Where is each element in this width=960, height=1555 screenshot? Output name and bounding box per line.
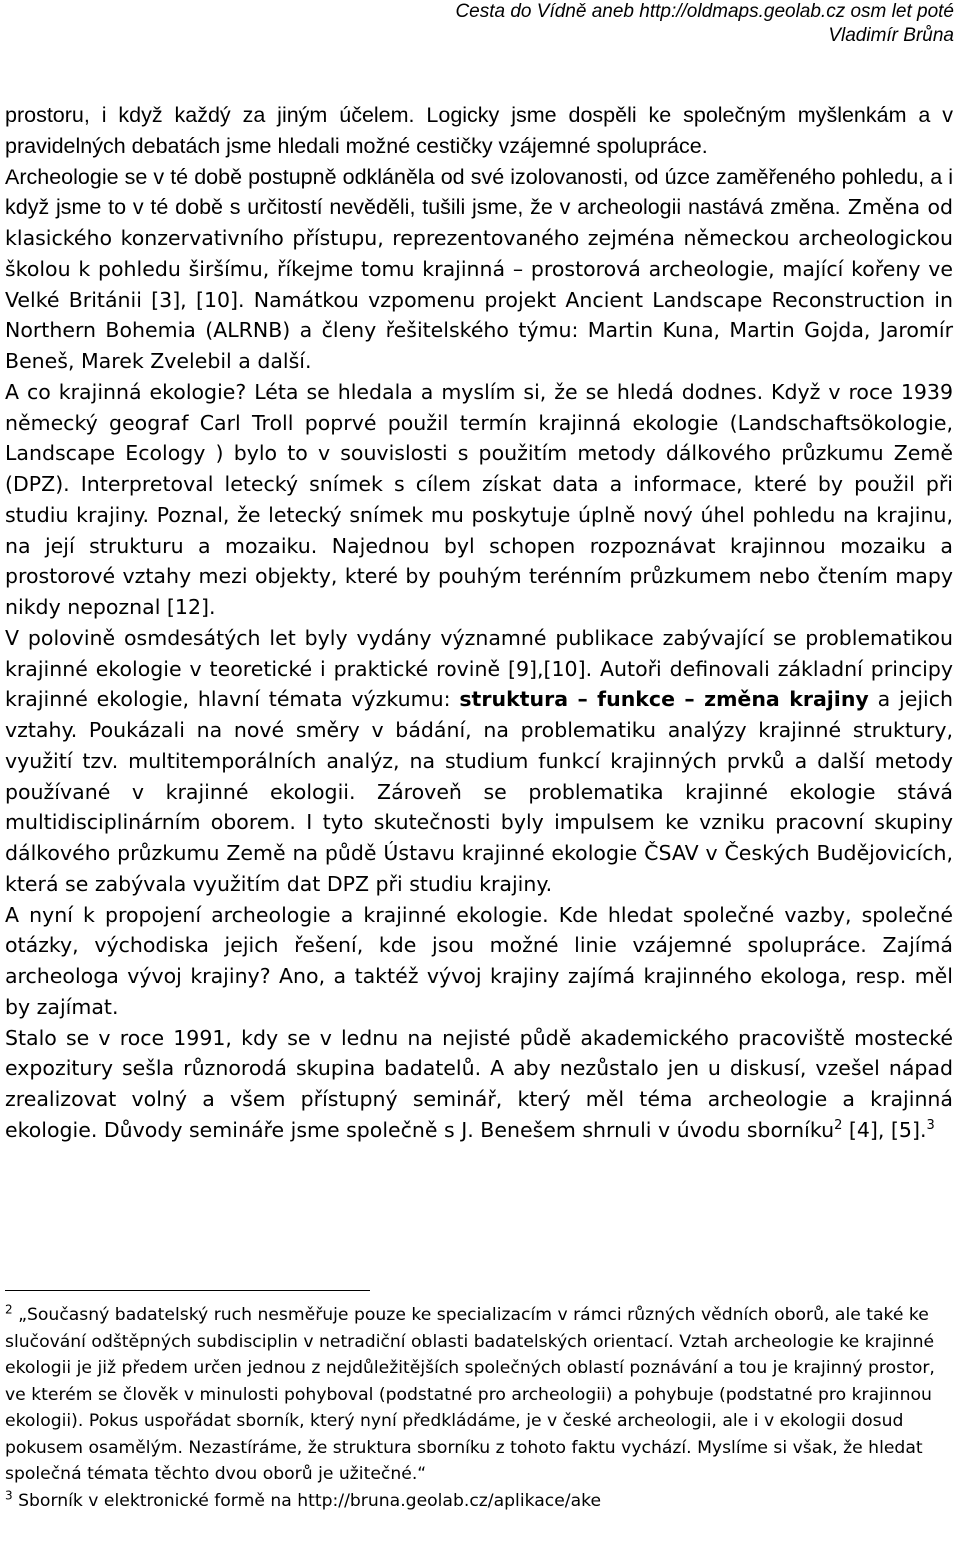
- footnote-2: $^2$ „Současný badatelský ruch nesměřuje pouze ke specializacím v rámci různých vědních oborů, ale také ke slučování odštěpných subdisciplin v netradiční oblasti badatelských orientací. Vztah archeologie ke krajinné ekologii je již předem určen jednou z nejdůležitějších společných oblastí poznávání a tou je krajinný prostor, ve kterém se člověk v minulosti pohyboval (podstatné pro archeologii) a pohybuje (podstatné pro krajinnou ekologii). Pokus uspořádat sborník, který nyní předkládáme, je v české archeologii, ale i v ekologii dosud pokusem osamělým. Nezastíráme, že struktura sborníku z tohoto faktu vychází. Myslíme si však, že hledat společná témata těchto dvou oborů je užitečné.“: [5, 1302, 935, 1484]
- footnotes: [5, 1302, 953, 1514]
- footnote-ref-3[interactable]: 3: [926, 1117, 935, 1133]
- paragraph-5: A nyní k propojení archeologie a krajinné ekologie. Kde hledat společné vazby, společné otázky, východiska jejich řešení, kde jsou možné linie vzájemné spolupráce. Zajímá archeologa vývoj krajiny? Ano, a taktéž vývoj krajiny zajímá krajinného ekologa, resp. měl by zajímat.: [5, 902, 953, 1019]
- footnote-separator: [5, 1290, 370, 1291]
- footnote-ref-2[interactable]: 2: [834, 1117, 843, 1133]
- article-body: [5, 100, 953, 1146]
- paragraph-1: prostoru, i když každý za jiným účelem. Logicky jsme dospěli ke společným myšlenkám a v pravidelných debatách jsme hledali možné cestičky vzájemné spolupráce.: [5, 103, 953, 158]
- footnote-3-mark: 3: [5, 1487, 13, 1502]
- header-title: Cesta do Vídně aneb http://oldmaps.geolab.cz osm let poté: [455, 1, 954, 22]
- footnote-2-mark: 2: [5, 1302, 13, 1317]
- footnote-3-text: Sborník v elektronické formě na http://bruna.geolab.cz/aplikace/ake: [12, 1490, 602, 1511]
- header-author: Vladimír Brůna: [828, 25, 954, 46]
- paragraph-6: Stalo se v roce 1991, kdy se v lednu na nejisté půdě akademického pracoviště mostecké expozitury sešla různorodá skupina badatelů. A aby nezůstalo jen u diskusí, vzešel nápad zrealizovat volný a všem přístupný seminář, který měl téma archeologie a krajinná ekologie. Důvody semináře jsme společně s J. Benešem shrnuli v úvodu sborníku$^2$ [4], [5].$^3$: [5, 1025, 953, 1142]
- footnote-3: [5, 1488, 953, 1515]
- paragraph-3: A co krajinná ekologie? Léta se hledala a myslím si, že se hledá dodnes. Když v roce 1939 německý geograf Carl Troll poprvé použil termín krajinná ekologie (Landschaftsökologie, Landscape Ecology ) bylo to v souvislosti s použitím metody dálkového průzkumu Země (DPZ). Interpretoval letecký snímek s cílem získat data a informace, které by použil při studiu krajiny. Poznal, že letecký snímek mu poskytuje úplně nový úhel pohledu na krajinu, na její strukturu a mozaiku. Najednou byl schopen rozpoznávat krajinnou mozaiku a prostorové vztahy mezi objekty, které by pouhým terénním průzkumem nebo čtením mapy nikdy nepoznal [12].: [5, 379, 953, 619]
- page-header: [314, 0, 954, 48]
- bold-key-phrase: struktura – funkce – změna krajiny: [459, 687, 869, 712]
- paragraph-2: Archeologie se v té době postupně odkláněla od své izolovanosti, od úzce zaměřeného pohledu, a i když jsme to v té době s určitostí nevěděli, tušili jsme, že v archeologii nastává změna. Změna od klasického konzervativního přístupu, reprezentovaného zejména německou archeologickou školou k pohledu širšímu, říkejme tomu krajinná – prostorová archeologie, mající kořeny ve Velké Británii [3], [10]. Namátkou vzpomenu projekt Ancient Landscape Reconstruction in Northern Bohemia (ALRNB) a členy řešitelského týmu: Martin Kuna, Martin Gojda, Jaromír Beneš, Marek Zvelebil a další.: [5, 164, 953, 373]
- paragraph-4: V polovině osmdesátých let byly vydány významné publikace zabývající se problematikou krajinné ekologie v teoretické i praktické rovině [9],[10]. Autoři definovali základní principy krajinné ekologie, hlavní témata výzkumu: struktura – funkce – změna krajiny a jejich vztahy. Poukázali na nové směry v bádání, na problematiku analýzy krajinné struktury, využití tzv. multitemporálních analýz, na studium funkcí krajinných prvků a další metody používané v krajinné ekologii. Zároveň se problematika krajinné ekologie stává multidisciplinárním oborem. I tyto skutečnosti byly impulsem ke vzniku pracovní skupiny dálkového průzkumu Země na půdě Ústavu krajinné ekologie ČSAV v Českých Budějovicích, která se zabývala využitím dat DPZ při studiu krajiny.: [5, 625, 953, 896]
